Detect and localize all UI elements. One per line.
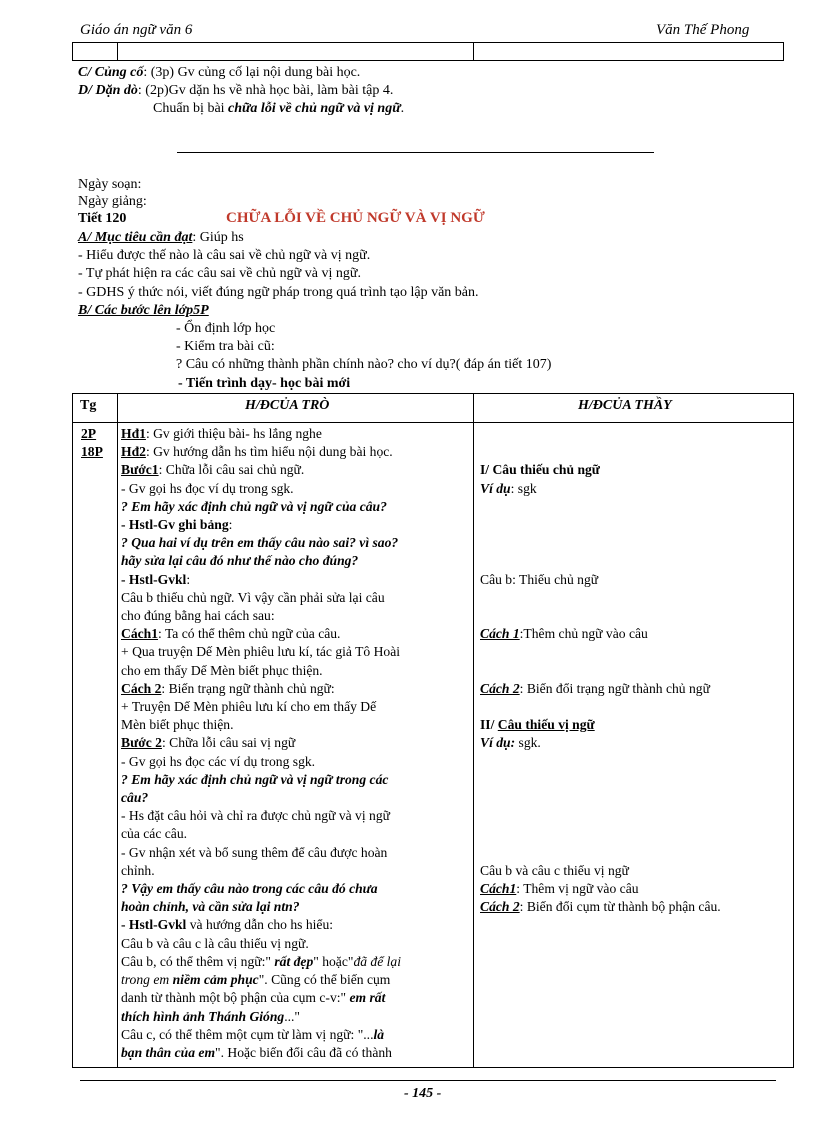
tro-line: cho em thấy Dế Mèn biết phục thiện. [121, 662, 323, 678]
tg-2p: 2P [81, 426, 97, 441]
goal-2: - Tự phát hiện ra các câu sai về chủ ngữ và vị ngữ. [78, 266, 361, 281]
thay-line: Câu b và câu c thiếu vị ngữ [480, 862, 629, 878]
table-bottom [72, 1067, 794, 1068]
table-col-divider-1 [117, 393, 118, 1068]
tro-question: ? Vậy em thấy câu nào trong các câu đó chưa [121, 881, 378, 897]
tro-line: trong em niềm cảm phục". Cũng có thể biến cụm [121, 972, 391, 988]
ngay-soan: Ngày soạn: [78, 177, 142, 192]
tro-line: + Truyện Dế Mèn phiêu lưu kí cho em thấy Dế [121, 699, 377, 715]
tro-buoc2: Bước 2: Chữa lỗi câu sai vị ngữ [121, 735, 296, 751]
goal-1: - Hiểu được thế nào là câu sai về chủ ngữ và vị ngữ. [78, 248, 371, 263]
tro-hd1: Hđ1: Gv giới thiệu bài- hs lắng nghe [121, 426, 322, 441]
tro-line: - Gv nhận xét và bổ sung thêm để câu được hoàn [121, 844, 388, 860]
header-subject: Giáo án ngữ văn 6 [80, 22, 193, 38]
tro-line: Câu b và câu c là câu thiếu vị ngữ. [121, 935, 309, 951]
step-1: - Ổn định lớp học [176, 321, 276, 336]
thay-column [480, 425, 721, 916]
tro-buoc1: Bước1: Chữa lỗi câu sai chủ ngữ. [121, 462, 305, 478]
table-col-divider-2 [473, 393, 474, 1068]
tro-line: Câu c, có thể thêm một cụm từ làm vị ngữ: "...là [121, 1026, 385, 1042]
tro-line: - Hstl-Gvkl và hướng dẫn cho hs hiểu: [121, 917, 334, 933]
steps-heading: B/ Các bước lên lớp5P [78, 303, 209, 318]
tro-question: ? Em hãy xác định chủ ngữ và vị ngữ trong các [121, 771, 389, 787]
col-header-tro: H/ĐCỦA TRÒ [245, 398, 330, 413]
tro-line: Câu b thiếu chủ ngữ. Vì vậy cần phải sửa lại câu [121, 589, 385, 605]
tro-line: + Qua truyện Dế Mèn phiêu lưu kí, tác giả Tô Hoài [121, 644, 401, 660]
prev-table-border [72, 42, 73, 61]
thay-cach1b: Cách1: Thêm vị ngữ vào câu [480, 880, 639, 896]
thay-vidu-1: Ví dụ: sgk [480, 480, 537, 496]
section-divider [177, 152, 654, 153]
tro-question: ? Em hãy xác định chủ ngữ và vị ngữ của câu? [121, 498, 387, 514]
tro-cach2: Cách 2: Biến trạng ngữ thành chủ ngữ: [121, 680, 335, 696]
tro-question: hãy sửa lại câu đó như thế nào cho đúng? [121, 553, 359, 569]
thay-line: Câu b: Thiếu chủ ngữ [480, 571, 599, 587]
page-number: - 145 - [404, 1086, 442, 1101]
col-header-tg: Tg [80, 398, 97, 413]
prep-line: Chuẩn bị bài chữa lỗi về chủ ngữ và vị ngữ. [153, 101, 405, 116]
tiet-number: Tiết 120 [78, 211, 127, 226]
lesson-title: CHỮA LỖI VỀ CHỦ NGỮ VÀ VỊ NGỮ [226, 210, 485, 226]
tro-question: hoàn chỉnh, và cần sửa lại ntn? [121, 899, 300, 915]
prev-table-border [783, 42, 784, 61]
cung-co-line: C/ Củng cố: (3p) Gv củng cố lại nội dung bài học. [78, 65, 361, 80]
thay-section-2: II/ Câu thiếu vị ngữ [480, 717, 595, 733]
tro-line: cho đúng bằng hai cách sau: [121, 608, 275, 624]
tro-line: - Gv gọi hs đọc các ví dụ trong sgk. [121, 753, 316, 769]
tro-line: chỉnh. [121, 862, 155, 878]
tro-line: - Hstl-Gv ghi bảng: [121, 517, 233, 533]
tro-hd2: Hđ2: Gv hướng dẫn hs tìm hiểu nội dung bài học. [121, 444, 393, 460]
tro-column [121, 425, 401, 1062]
prev-table-border [473, 42, 474, 61]
thay-cach2b: Cách 2: Biến đổi cụm từ thành bộ phận câu. [480, 899, 721, 915]
prev-table-border [117, 42, 118, 61]
step-4: - Tiến trình dạy- học bài mới [178, 376, 351, 391]
step-2: - Kiểm tra bài cũ: [176, 339, 275, 354]
thay-section-1: I/ Câu thiếu chủ ngữ [480, 462, 600, 478]
table-border-left [72, 393, 73, 1068]
col-header-thay: H/ĐCỦA THẦY [578, 398, 672, 413]
tro-cach1: Cách1: Ta có thể thêm chủ ngữ của câu. [121, 626, 341, 642]
table-header-bottom [72, 422, 794, 423]
thay-cach2: Cách 2: Biến đổi trạng ngữ thành chủ ngữ [480, 680, 710, 696]
thay-vidu-2: Ví dụ: sgk. [480, 735, 541, 751]
dan-do-line: D/ Dặn dò: (2p)Gv dặn hs về nhà học bài, làm bài tập 4. [78, 83, 394, 98]
header-rule [72, 42, 784, 43]
tro-line: - Hs đặt câu hỏi và chỉ ra được chủ ngữ và vị ngữ [121, 808, 390, 824]
table-border-right [793, 393, 794, 1068]
footer-rule [80, 1080, 776, 1081]
goal-3: - GDHS ý thức nói, viết đúng ngữ pháp trong quá trình tạo lập văn bản. [78, 285, 479, 300]
ngay-giang: Ngày giảng: [78, 194, 147, 209]
tro-question: câu? [121, 790, 149, 806]
tro-question: ? Qua hai ví dụ trên em thấy câu nào sai? vì sao? [121, 535, 399, 551]
tro-line: thích hình ảnh Thánh Gióng..." [121, 1008, 300, 1024]
thay-cach1: Cách 1:Thêm chủ ngữ vào câu [480, 626, 648, 642]
header-author: Văn Thế Phong [656, 22, 750, 38]
goal-heading: A/ Mục tiêu cần đạt: Giúp hs [78, 230, 244, 245]
tro-line: danh từ thành một bộ phận của cụm c-v:" em rất [121, 990, 386, 1006]
step-3: ? Câu có những thành phần chính nào? cho ví dụ?( đáp án tiết 107) [176, 357, 552, 372]
table-top [72, 393, 794, 394]
prev-table-bottom [72, 60, 784, 61]
tro-line: Câu b, có thể thêm vị ngữ:" rất đẹp" hoặc"đã để lại [121, 953, 402, 969]
tro-line: - Hstl-Gvkl: [121, 571, 191, 587]
tro-line: - Gv gọi hs đọc ví dụ trong sgk. [121, 480, 294, 496]
tro-line: Mèn biết phục thiện. [121, 717, 234, 733]
tro-line: bạn thân của em". Hoặc biến đổi câu đã có thành [121, 1044, 392, 1060]
tg-cell [81, 425, 103, 461]
tg-18p: 18P [81, 444, 103, 460]
tro-line: của các câu. [121, 826, 188, 842]
